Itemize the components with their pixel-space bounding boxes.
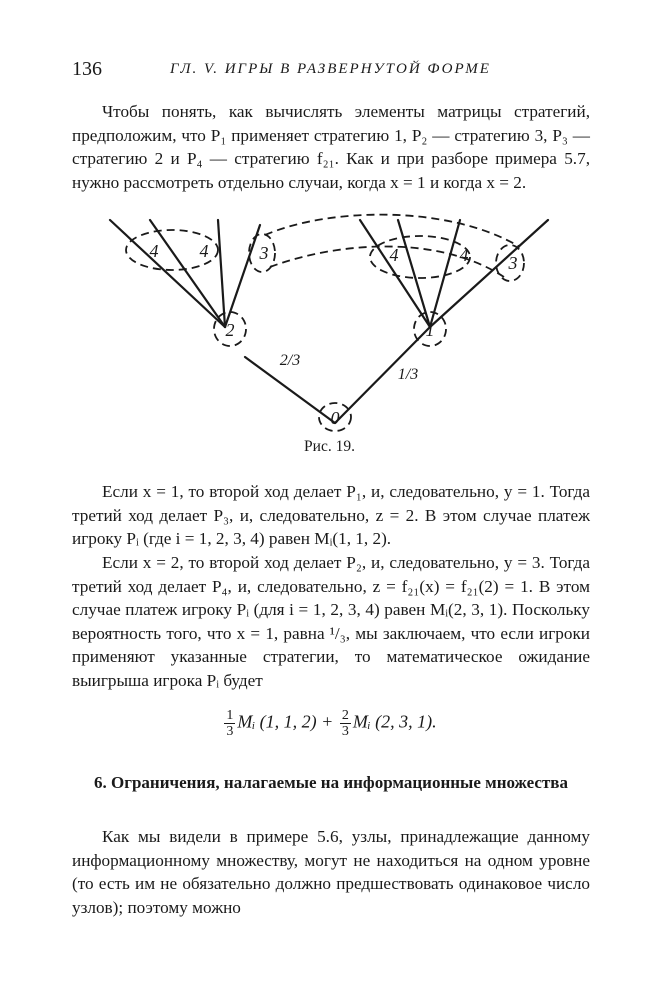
node-label-leaf-b: 4: [199, 241, 209, 261]
section-paragraph: [72, 825, 590, 919]
edge-left-c: [225, 225, 260, 327]
intro-paragraph: [72, 100, 590, 194]
formula-term-1: Mᵢ (1, 1, 2) +: [237, 711, 334, 732]
page-number: 136: [72, 58, 102, 80]
frac1-numerator: 1: [226, 708, 234, 723]
edge-right-d2: [398, 220, 430, 327]
node-label-leaf-c: 3: [259, 243, 269, 263]
fraction-one-third: [224, 708, 235, 739]
node-label-leaf-e: 4: [459, 245, 469, 265]
case-2-text: Если x = 2, то второй ход делает P₂, и, следовательно, y = 3. Тогда третий ход делает P₄, и, следовательно, z = f₂₁(x) = f₂₁(2) = 1. В этом случае платеж игроку Pᵢ (для i = 1, 2, 3, 4) равен Mᵢ(2, 3, 1). Поскольку вероятность того, что x = 1, равна ¹/₃, мы заключаем, что если игроки применяют указанные стратегии, то математическое ожидание выигрыша игрока Pᵢ будет: [72, 553, 590, 690]
formula-term-2: Mᵢ (2, 3, 1).: [352, 711, 437, 732]
game-tree-diagram: [90, 205, 570, 445]
page-header: [72, 58, 592, 82]
info-link-upper: [265, 215, 520, 247]
edge-label-left: 2/3: [279, 352, 301, 369]
section-text: Как мы видели в примере 5.6, узлы, принадлежащие данному информационному множеству, могут не находиться на одном уровне (то есть им не обязательно должно предшествовать одинаковое число узлов); поэтому можно: [72, 827, 590, 917]
edge-right-f: [430, 220, 548, 327]
edge-label-right: 1/3: [397, 366, 419, 383]
node-label-leaf-a: 4: [149, 241, 159, 261]
node-label-left-mid: 2: [225, 320, 235, 340]
frac2-denominator: 3: [341, 724, 349, 739]
edge-left-b: [218, 220, 225, 327]
intro-text: Чтобы понять, как вычислять элементы матрицы стратегий, предположим, что P₁ применяет стратегию 1, P₂ — стратегию 3, P₃ — стратегию 2 и P₄ — стратегию f₂₁. Как и при разборе примера 5.7, нужно рассмотреть отдельно случаи, когда x = 1 и когда x = 2.: [72, 102, 590, 192]
frac1-denominator: 3: [226, 724, 234, 739]
node-label-leaf-d: 4: [389, 245, 399, 265]
expected-payoff-formula: [0, 708, 659, 739]
case-paragraph-2: [72, 551, 590, 693]
edge-left-a: [110, 220, 225, 327]
node-label-right-mid: 1: [425, 320, 435, 340]
case-1-text: Если x = 1, то второй ход делает P₁, и, следовательно, y = 1. Тогда третий ход делает P₃, и, следовательно, z = 2. В этом случае платеж игроку Pᵢ (где i = 1, 2, 3, 4) равен Mᵢ(1, 1, 2).: [72, 482, 590, 549]
running-title: ГЛ. V. ИГРЫ В РАЗВЕРНУТОЙ ФОРМЕ: [170, 61, 491, 77]
figure-caption: Рис. 19.: [304, 438, 355, 455]
game-tree-figure: [90, 205, 570, 445]
section-heading: 6. Ограничения, налагаемые на информационные множества: [94, 773, 568, 792]
node-label-root: 0: [330, 408, 340, 428]
case-paragraph-1: [72, 480, 590, 551]
edge-left-a2: [150, 220, 225, 327]
node-label-leaf-f: 3: [508, 253, 518, 273]
fraction-two-thirds: [340, 708, 351, 739]
frac2-numerator: 2: [341, 708, 349, 723]
